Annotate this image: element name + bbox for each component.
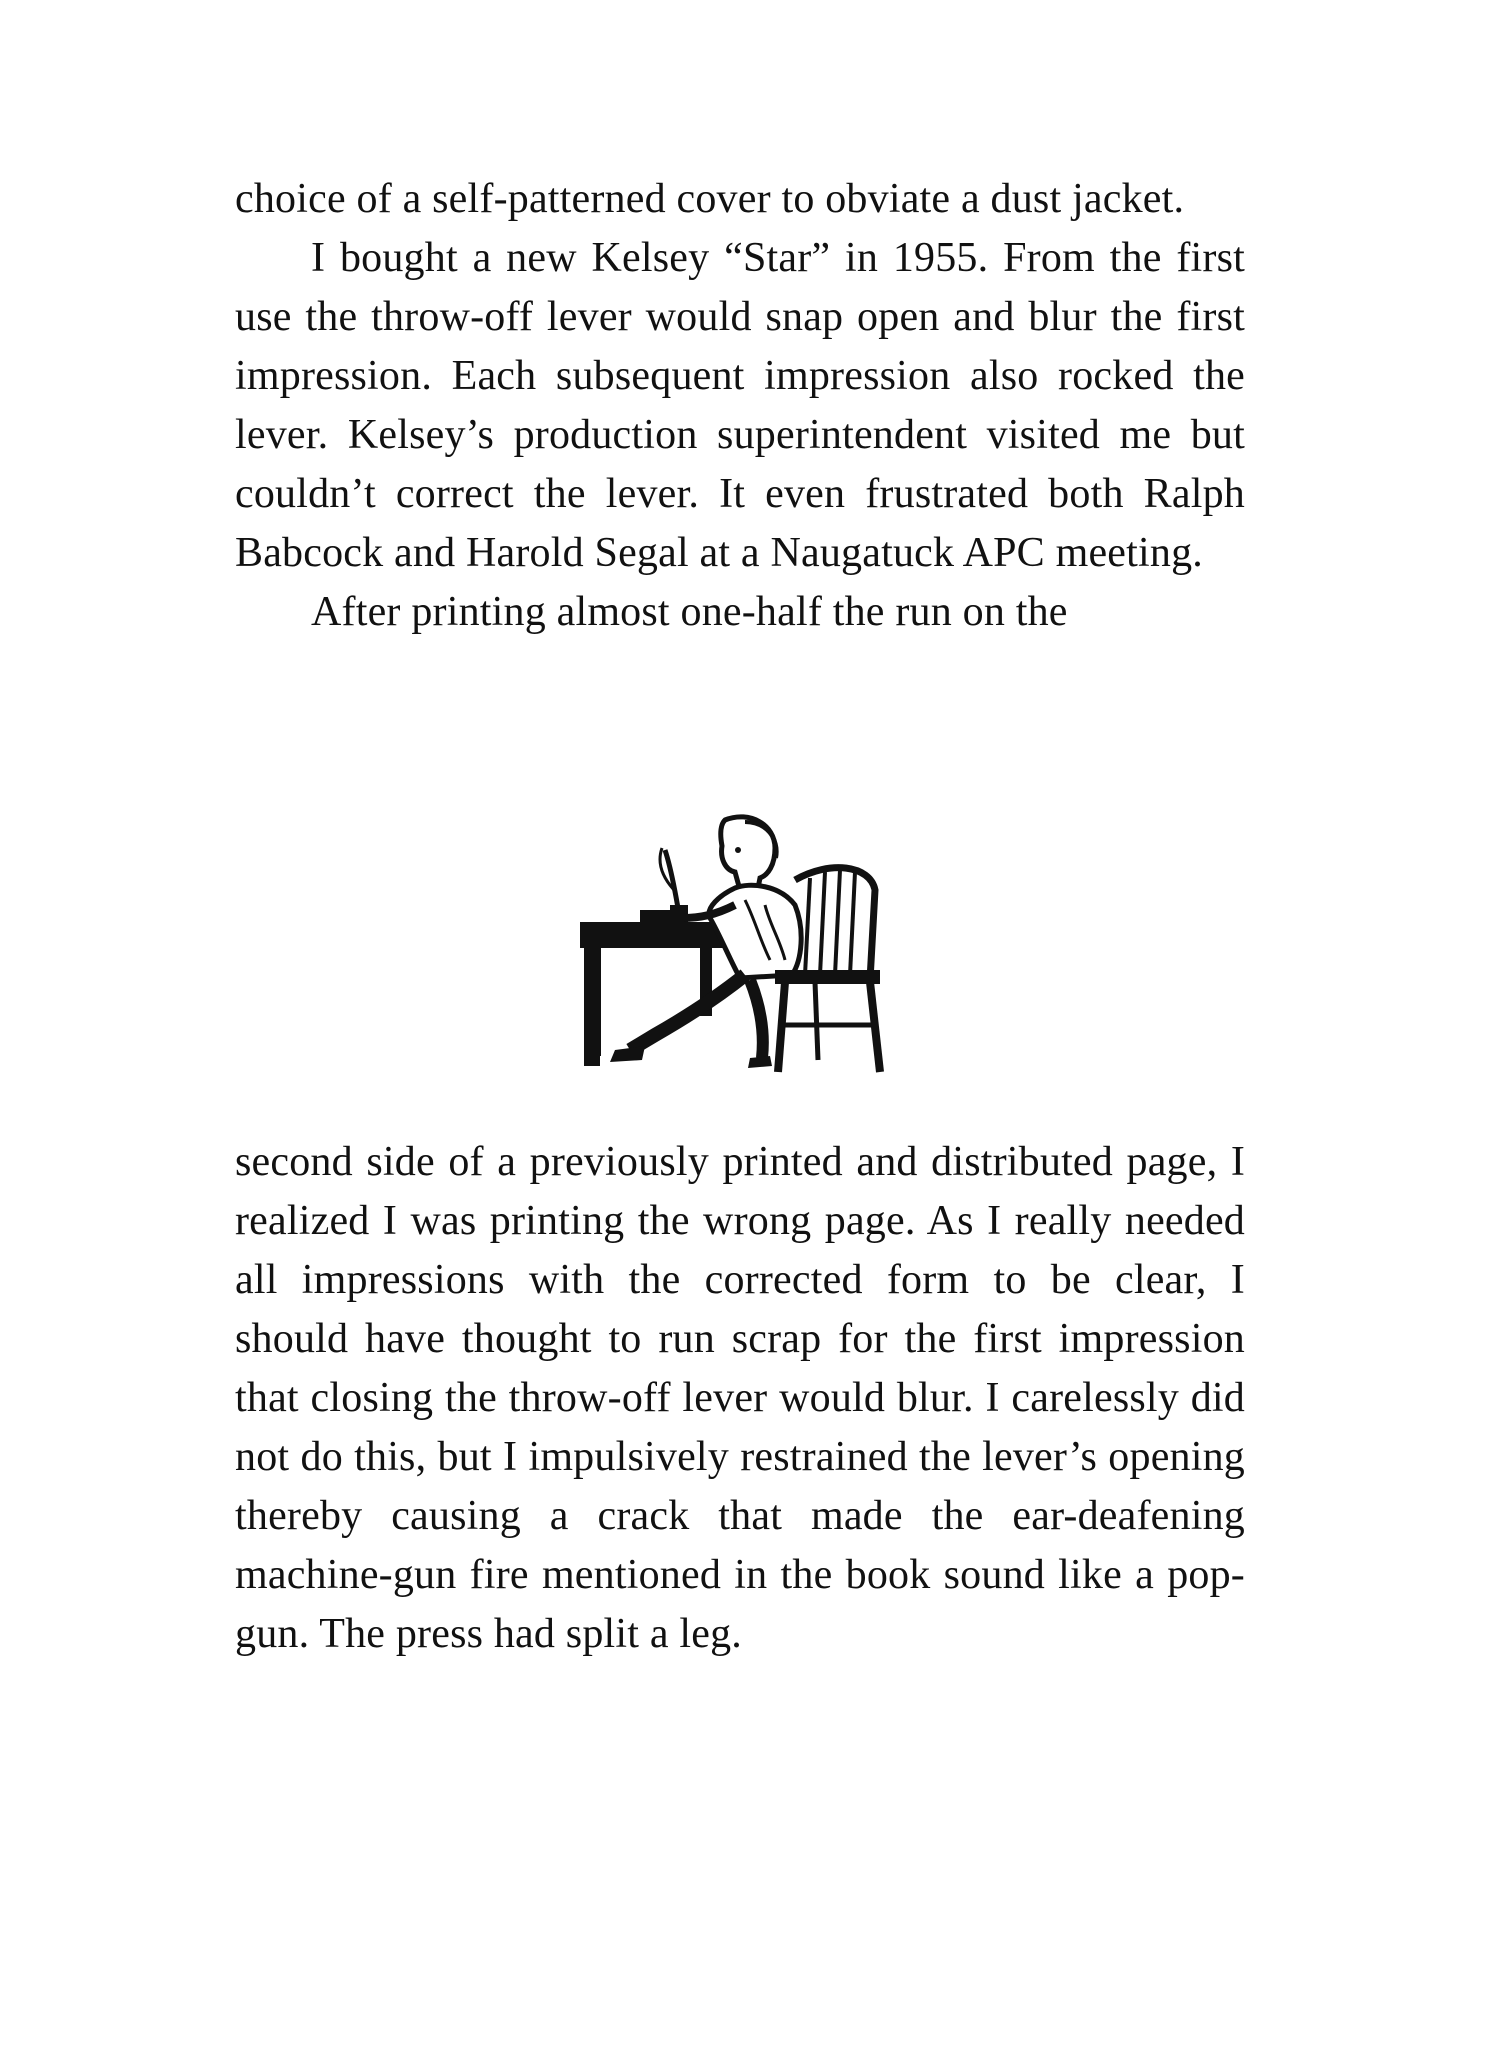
paragraph-continuation: choice of a self-patterned cover to obviate a dust jacket. [235,176,1185,222]
paragraph-second-side: second side of a previously printed and distributed page, I realized I was printing the wrong page. As I really needed all impressions with the corrected form to be clear, I should have thought to run scrap for the first impression that closing the throw-off lever would blur. I carelessly did not do this, but I impulsively restrained the lever’s opening thereby causing a crack that made the ear-deafening machine-gun fire mentioned in the book sound like a pop-gun. The press had split a leg. [235,1139,1245,1657]
paragraph-after-printing: After printing almost one-half the run on the [311,589,1068,635]
top-text-block [235,170,1245,642]
paragraph-kelsey-star: I bought a new Kelsey “Star” in 1955. From the first use the throw-off lever would snap open and blur the first impression. Each subsequent impression also rocked the lever. Kelsey’s production superintendent visited me but couldn’t correct the lever. It even frustrated both Ralph Babcock and Harold Segal at a Naugatuck APC meeting. [235,235,1245,576]
bottom-text-block [235,1133,1245,1664]
man-writing-at-desk-icon [570,810,900,1075]
